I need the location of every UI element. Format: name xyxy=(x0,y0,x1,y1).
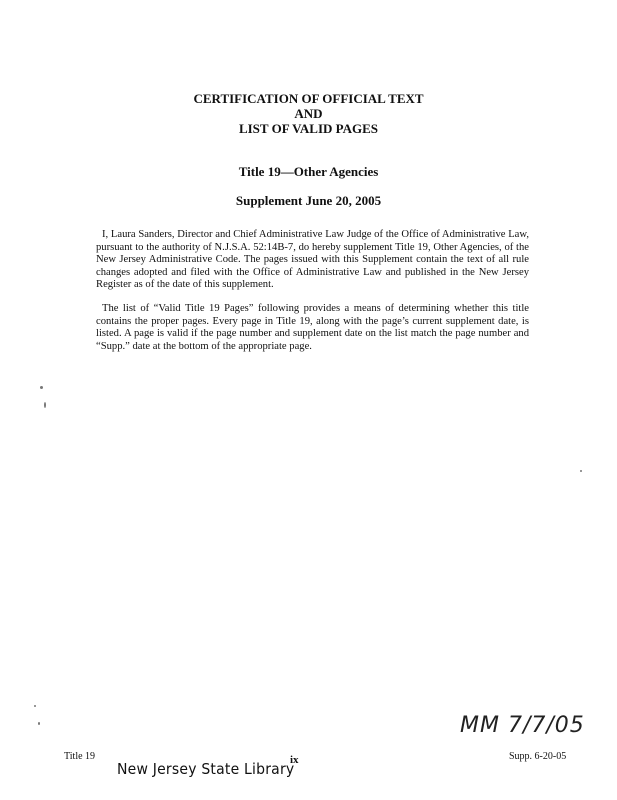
footer-title: Title 19 xyxy=(64,751,96,762)
handwritten-initials-date: MM 7/7/05 xyxy=(460,713,585,738)
certification-heading xyxy=(0,91,617,136)
footer-supplement-date: Supp. 6-20-05 xyxy=(509,751,567,762)
scan-speck xyxy=(40,386,43,389)
footer-page-number: ix xyxy=(290,754,299,766)
title-line: Title 19—Other Agencies xyxy=(238,164,379,179)
certification-paragraph: I, Laura Sanders, Director and Chief Administrative Law Judge of the Office of Administrative Law, pursuant to the authority of N.J.S.A. 52:14B-7, do hereby supplement Title 19, Other Agencies, of the New Jersey Administrative Code. The pages issued with this Supplement contain the text of all rule changes adopted and filed with the Office of Administrative Law and published in the New Jersey Register as of the date of this supplement. xyxy=(96,229,529,291)
library-stamp: New Jersey State Library xyxy=(117,761,295,779)
scan-speck xyxy=(34,705,36,707)
scan-speck xyxy=(44,402,46,408)
certification-heading-line1: CERTIFICATION OF OFFICIAL TEXT xyxy=(193,91,424,106)
certification-heading-line2: AND xyxy=(294,106,323,121)
valid-pages-paragraph: The list of “Valid Title 19 Pages” following provides a means of determining whether this title contains the proper pages. Every page in Title 19, along with the page’s current supplement date, is listed. A page is valid if the page number and supplement date on the list match the page number and “Supp.” date at the bottom of the appropriate page. xyxy=(96,303,529,352)
scan-speck xyxy=(580,470,582,472)
scan-speck xyxy=(38,722,40,725)
certification-heading-line3: LIST OF VALID PAGES xyxy=(238,121,379,136)
supplement-date-line: Supplement June 20, 2005 xyxy=(235,193,382,208)
